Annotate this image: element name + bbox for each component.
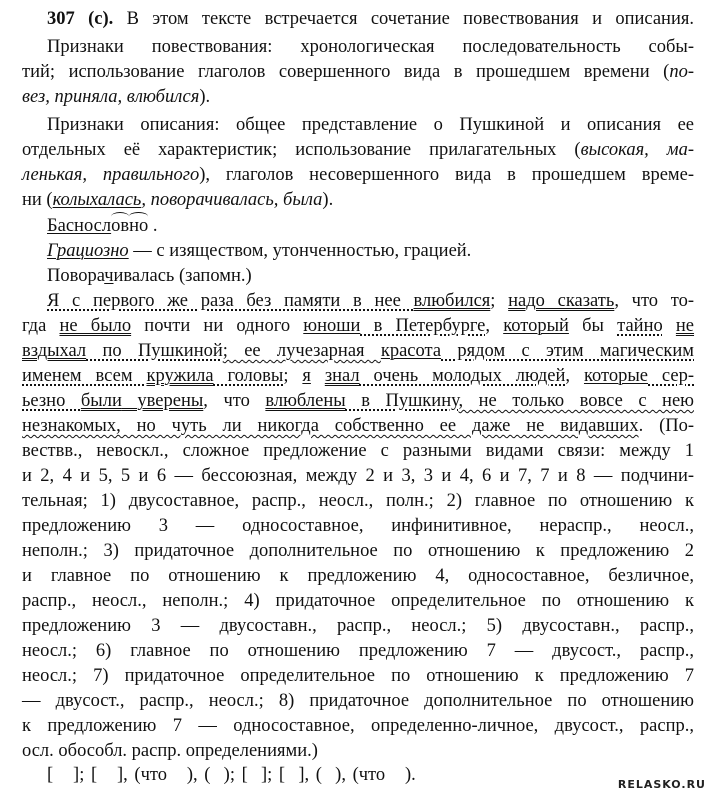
quote-fragment [663,316,676,336]
quote-predicate: не было [59,316,132,336]
description-examples: высокая, ма- [580,140,694,160]
quote-fragment: ; ее лучезарная [222,341,381,361]
analysis-line-2: и 2, 4 и 5, 5 и 6 — бессоюзная, между 2 и 3, 3 и 4, 6 и 7, 7 и 8 — подчини- [22,466,694,486]
quote-fragment: гда [22,316,60,336]
watermark: RELASKO.RU [617,778,706,791]
analysis-line-3: тельная; 1) двусоставное, распр., неосл., полн.; 2) главное по отношению к [22,491,694,511]
quote-fragment: рядом с этим магическим [441,341,694,361]
word-graciozno-definition: — с изяществом, утонченностью, грацией. [128,241,472,261]
narration-line-1: Признаки повествования: хронологическая последовательность собы- [47,37,694,57]
quote-fragment: , что то- [614,291,694,311]
description-text: ни ( [22,190,53,210]
quote-predicate: вздыхал [22,341,87,361]
quote-line-5 [22,390,694,412]
quote-fragment: по Пушкиной [86,341,223,361]
quote-fragment: в Пушкину [345,391,459,411]
quote-line-4 [22,365,694,387]
quote-fragment: почти ни одного [131,316,304,336]
suffix-arc: ов [111,216,130,236]
word-graciozno-text: Грациозно [47,241,129,261]
analysis-line-10: неосл.; 7) придаточное определительное по отношению к предложению 7 [22,666,694,686]
quote-fragment: ьезно [22,391,81,411]
quote-predicate: не [675,316,695,336]
analysis-line-4: предложению 3 — односоставное, инфинитивное, нераспр., неосл., [22,516,694,536]
word-povorachivalas [47,265,694,287]
quote-fragment [311,366,325,386]
description-verb: колыхалась [52,190,142,210]
narration-line-3 [22,86,694,108]
narration-end: ). [199,87,211,107]
quote-line-6 [22,415,694,437]
narration-examples: вез, приняла, влюбился [22,87,200,107]
word-letter: ч [104,266,114,286]
quote-predicate: знал [324,366,360,386]
suffix-arc: но [129,216,149,236]
description-label: Признаки описания [47,115,215,135]
quote-predicate: кружила [146,366,214,386]
quote-fragment: сер- [648,366,694,386]
quote-fragment: Я с первого же раза без памяти в нее [47,291,414,311]
description-comma: , [141,190,151,210]
quote-predicate: надо сказать [508,291,615,311]
word-basnoslovno-text [47,216,148,236]
quote-fragment: ; [490,291,509,311]
quote-fragment: именем всем [22,366,147,386]
word-note: (запомн.) [174,266,252,286]
quote-predicate: влюблены [265,391,346,411]
description-text: отдельных её характеристик; использование прилагательных ( [22,140,581,160]
quote-subject: который [503,316,569,336]
word-part: Повора [47,266,105,286]
description-line-2 [22,139,694,161]
description-text: ), глаголов несовершенного вида в прошедшем време- [199,165,694,185]
description-line-4 [22,189,694,211]
analysis-line-5: неполн.; 3) придаточное дополнительное по отношению к предложению 2 [22,541,694,561]
quote-subject: я [302,366,311,386]
quote-fragment: незнакомых, но чуть ли никогда собственно ее даже не видавших [22,416,639,436]
quote-fragment: , что [203,391,266,411]
quote-fragment: в Петербурге [360,316,486,336]
quote-fragment: головы [213,366,284,386]
narration-example: по- [669,62,694,82]
quote-subject: которые [583,366,649,386]
quote-fragment: , [565,366,584,386]
word-part: Басносл [47,216,112,236]
word-basnoslovno [47,215,694,237]
description-verbs: поворачивалась, была [150,190,323,210]
quote-predicate: влюбился [413,291,491,311]
quote-predicate: были [80,391,122,411]
quote-fragment: . (По- [638,416,694,436]
analysis-line-12: к предложению 7 — односоставное, определенно-личное, двусост., распр., [22,716,694,736]
narration-text: тий; использование глаголов совершенного вида в прошедшем времени ( [22,62,670,82]
quote-subject: юноши [303,316,361,336]
quote-line-1 [47,290,694,312]
exercise-intro: В этом тексте встречается сочетание повествования и описания. [126,9,694,29]
quote-subject: красота [380,341,442,361]
analysis-line-13: осл. обособл. распр. определениями.) [22,741,318,761]
sentence-scheme: [ ]; [ ], (что ), ( ); [ ]; [ ], ( ), (что ). [47,765,416,785]
exercise-header [47,8,694,30]
analysis-line-11: — двусост., распр., неосл.; 8) придаточное дополнительное по отношению [22,691,694,711]
description-text: : общее представление о Пушкиной и описания ее [214,115,694,135]
quote-line-3 [22,340,694,362]
word-part: ивалась [113,266,175,286]
quote-line-2 [22,315,694,337]
narration-line-2 [22,61,694,83]
quote-fragment: бы [568,316,618,336]
quote-fragment: ; [283,366,303,386]
quote-fragment: , не только вовсе с нею [458,391,694,411]
analysis-line-9: неосл.; 6) главное по отношению предложению 7 — двусост., распр., [22,641,694,661]
analysis-line-7: распр., неосл., неполн.; 4) придаточное определительное по отношению к [22,591,694,611]
description-line-3 [22,164,694,186]
quote-fragment: , [485,316,504,336]
quote-predicate: уверены [121,391,204,411]
analysis-line-1: вествв., невоскл., сложное предложение с разными видами связи: между 1 [22,441,694,461]
word-end: . [148,216,158,236]
analysis-line-6: и главное по отношению к предложению 4, односоставное, безличное, [22,566,694,586]
quote-fragment: тайно [617,316,663,336]
quote-fragment: очень молодых людей [359,366,566,386]
analysis-line-8: предложению 3 — двусоставн., распр., неосл.; 5) двусоставн., распр., [22,616,694,636]
description-end: ). [322,190,334,210]
description-examples: ленькая, правильного [22,165,200,185]
word-graciozno [47,240,694,262]
exercise-number: 307 (с). [47,9,114,29]
description-line-1 [47,114,694,136]
